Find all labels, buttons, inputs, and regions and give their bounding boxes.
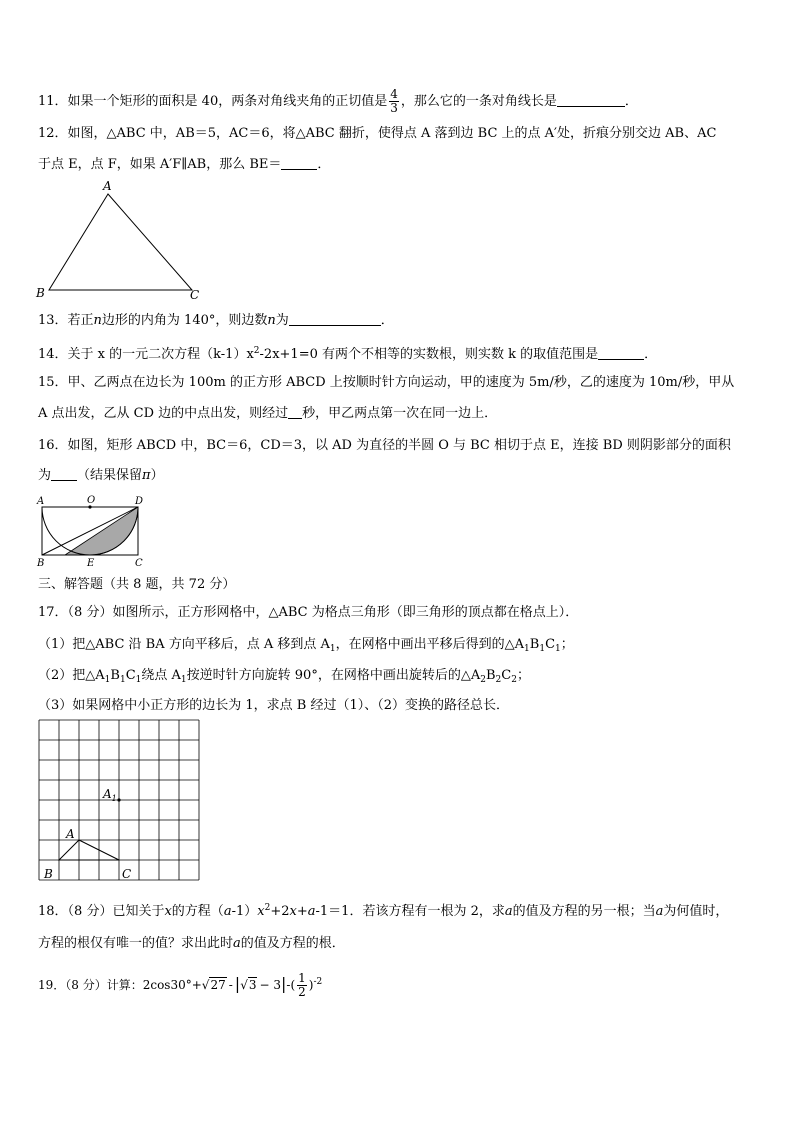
q17-part2-text-b: 绕点 A: [141, 668, 181, 683]
paren-close: ): [308, 978, 314, 992]
abs-bar-right: |: [281, 974, 287, 993]
frac-numerator: 4: [390, 87, 398, 101]
q12-end: ．: [317, 157, 331, 172]
answer-blank[interactable]: [289, 312, 381, 326]
subscript: 1: [135, 675, 142, 685]
question-11: [38, 88, 638, 115]
subscript: 2: [495, 675, 502, 685]
q17-part2-text: （2）把△A: [38, 668, 105, 683]
answer-blank[interactable]: [51, 467, 77, 481]
q15-text: 15．甲、乙两点在边长为 100m 的正方形 ABCD 上按顺时针方向运动，甲的速度为 5m/秒，乙的速度为 10m/秒，甲从: [38, 375, 735, 390]
q18-text-e: +2: [270, 904, 290, 919]
answer-blank[interactable]: [598, 346, 644, 360]
q17-part2-text-c: 按逆时针方向旋转 90°，在网格中画出旋转后的△A: [186, 668, 481, 683]
q18-text-j: 的值及方程的另一根；当: [512, 904, 656, 919]
subscript: 1: [329, 644, 336, 654]
q12-text-2: 于点 E，点 F，如果 A′F∥AB，那么 BE＝: [38, 157, 282, 172]
label-e: E: [87, 558, 95, 569]
q11-text: 11．如果一个矩形的面积是 40，两条对角线夹角的正切值是: [38, 94, 388, 109]
label-o: O: [87, 495, 96, 506]
q11-text-b: ，那么它的一条对角线长是: [400, 94, 557, 109]
question-19: [38, 972, 322, 999]
sqrt-symbol: √: [201, 978, 210, 992]
fraction-1-2: [297, 972, 307, 999]
label-a: A: [103, 179, 112, 193]
question-15-line1: [38, 374, 734, 392]
paren-open: -(: [286, 978, 296, 992]
triangle-abc: [49, 194, 192, 290]
q14-text-b: -2x+1=0 有两个不相等的实数根，则实数 k 的取值范围是: [259, 347, 599, 362]
label-c: C: [122, 867, 132, 881]
triangle-abc-figure: [30, 178, 210, 303]
q15-text-2: A 点出发，乙从 CD 边的中点出发，则经过: [38, 406, 289, 421]
point-a1: [117, 798, 120, 801]
answer-blank[interactable]: [288, 405, 302, 419]
sqrt-symbol: √: [240, 978, 248, 992]
q19-text: 19．（8 分）计算：2cos30°+: [38, 978, 202, 992]
question-17-part3: [38, 697, 509, 715]
q17-part2-c: C: [125, 668, 136, 683]
q13-text-b: 边形的内角为 140°，则边数: [101, 313, 268, 328]
rectangle-semicircle-figure: [34, 494, 146, 570]
sqrt-27: 27: [210, 978, 226, 992]
subscript: 2: [511, 675, 517, 685]
var-x: x: [164, 904, 172, 919]
shaded-region: [65, 507, 138, 555]
q18-text-i: -1＝1．若该方程有一根为 2，求: [315, 904, 505, 919]
superscript: 2: [253, 346, 260, 356]
q16-text-4: ）: [150, 468, 164, 483]
label-a: A: [37, 496, 45, 507]
label-c: C: [190, 288, 200, 302]
q14-end: ．: [644, 347, 658, 362]
label-b: B: [44, 867, 53, 881]
q18-text-3: 的值及方程的根．: [240, 936, 345, 951]
label-b: B: [37, 558, 45, 569]
question-14: [38, 342, 657, 364]
subscript: 1: [119, 675, 126, 685]
q16-text-3: （结果保留: [77, 468, 143, 483]
question-16-line1: [38, 437, 731, 455]
var-x: x: [289, 904, 297, 919]
question-15-line2: [38, 405, 497, 423]
subscript: 1: [539, 644, 546, 654]
q16-text: 16．如图，矩形 ABCD 中，BC＝6，CD＝3，以 AD 为直径的半圆 O 与 BC 相切于点 E，连接 BD 则阴影部分的面积: [38, 438, 731, 453]
var-x: x: [257, 904, 265, 919]
frac-numerator: 1: [298, 971, 306, 985]
var-a: a: [307, 904, 316, 919]
subscript: 2: [480, 675, 486, 685]
q17-part1-b: B: [529, 637, 540, 652]
subscript: 1: [104, 675, 111, 685]
q11-end: ．: [624, 94, 638, 109]
q16-text-2: 为: [38, 468, 52, 483]
q18-text-g: +: [296, 904, 308, 919]
superscript: 2: [264, 903, 271, 913]
q18-text-k: 为何值时，: [663, 904, 729, 919]
q17-part2-b: B: [110, 668, 120, 683]
q18-text: 18．（8 分）已知关于: [38, 904, 165, 919]
question-18-line1: [38, 899, 728, 921]
q17-part3-text: （3）如果网格中小正方形的边长为 1，求点 B 经过（1）、（2）变换的路径总长．: [38, 698, 510, 713]
var-a: a: [504, 904, 513, 919]
var-a: a: [655, 904, 664, 919]
label-a: A: [66, 827, 75, 841]
q17-part2-f: B: [485, 668, 496, 683]
section-heading: 三、解答题（共 8 题，共 72 分）: [38, 577, 236, 592]
question-17-part1: [38, 636, 574, 658]
fraction-4-3: [389, 88, 399, 115]
question-17-line1: [38, 604, 578, 622]
question-16-line2: [38, 467, 164, 485]
label-b: B: [36, 286, 45, 300]
q17-part2-end: ；: [516, 668, 530, 683]
pi-symbol: π: [142, 468, 151, 483]
frac-denominator: 2: [298, 985, 306, 999]
minus-sign: -: [228, 978, 233, 992]
frac-denominator: 3: [390, 101, 398, 115]
superscript: -2: [313, 977, 323, 987]
var-n: n: [267, 313, 276, 328]
label-d: D: [135, 496, 144, 507]
question-12-line1: [38, 125, 716, 143]
triangle-abc: [59, 840, 119, 860]
q17-part1-text-b: ，在网格中画出平移后得到的△A: [335, 637, 525, 652]
q13-text: 13．若正: [38, 313, 94, 328]
label-c: C: [135, 558, 143, 569]
q13-end: ．: [380, 313, 394, 328]
abs-bar-left: |: [234, 974, 241, 993]
q17-part1-text: （1）把△ABC 沿 BA 方向平移后，点 A 移到点 A: [38, 637, 330, 652]
q12-text: 12．如图，△ABC 中，AB＝5，AC＝6，将△ABC 翻折，使得点 A 落到边 BC 上的点 A′处，折痕分别交边 AB、AC: [38, 126, 717, 141]
question-17-part2: [38, 667, 530, 689]
answer-blank[interactable]: [557, 93, 625, 107]
q14-text: 14．关于 x 的一元二次方程（k-1）x: [38, 347, 254, 362]
question-12-line2: [38, 156, 330, 174]
q13-text-c: 为: [275, 313, 289, 328]
q17-part1-c: C: [545, 637, 556, 652]
q17-part1-end: ；: [560, 637, 574, 652]
subscript: 1: [555, 644, 561, 654]
q18-text-c: -1）: [231, 904, 258, 919]
question-13: [38, 312, 394, 330]
var-a: a: [233, 936, 241, 951]
subscript: 1: [524, 644, 530, 654]
var-a: a: [223, 904, 232, 919]
square-grid-figure: [30, 716, 210, 888]
answer-blank[interactable]: [281, 156, 317, 170]
var-n: n: [93, 313, 102, 328]
q17-part2-g: C: [501, 668, 512, 683]
label-a1: $A_1$: [103, 787, 117, 803]
question-18-line2: [38, 935, 345, 953]
minus-3: − 3: [259, 978, 281, 992]
q17-text: 17．（8 分）如图所示，正方形网格中，△ABC 为格点三角形（即三角形的顶点都在格点上）．: [38, 605, 579, 620]
sqrt-3: 3: [248, 978, 257, 992]
q18-text-b: 的方程（: [171, 904, 224, 919]
subscript: 1: [180, 675, 187, 685]
q18-text-2: 方程的根仅有唯一的值？求出此时: [38, 936, 234, 951]
q15-text-3: 秒，甲乙两点第一次在同一边上．: [302, 406, 498, 421]
